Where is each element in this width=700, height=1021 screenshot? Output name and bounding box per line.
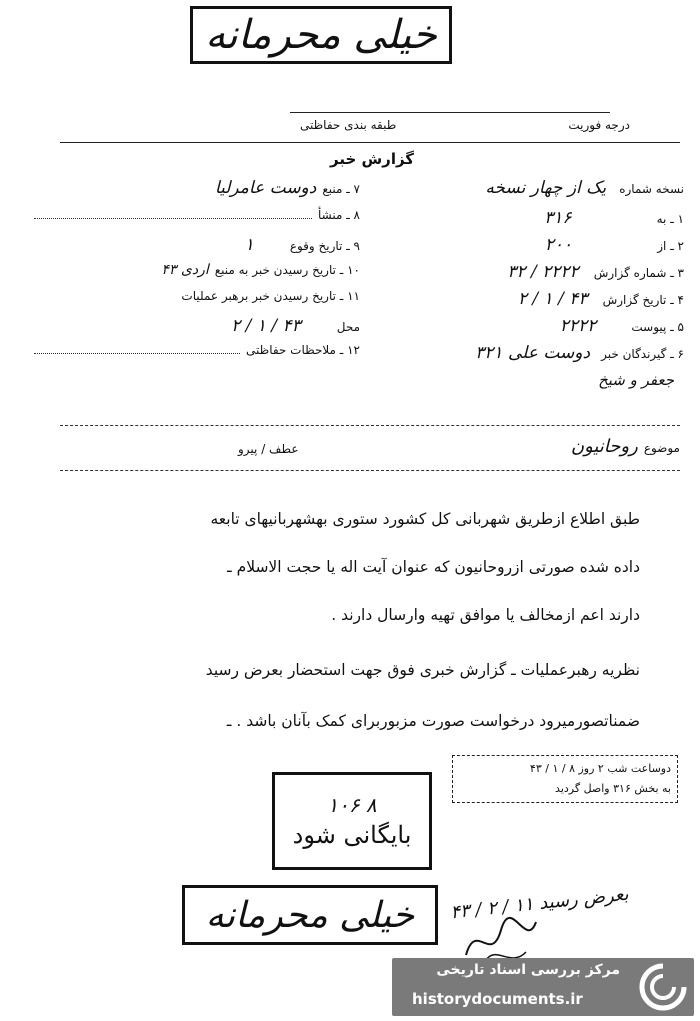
top-stamp-text: خیلی محرمانه [205,12,437,58]
header-rule [290,112,610,113]
watermark-name: مرکز بررسی اسناد تاریخی [436,962,620,978]
receipt-stamp-line2: به بخش ۳۱۶ واصل گردید [555,782,671,795]
archive-logo-icon [638,962,688,1012]
body-line-2: داده شده صورتی ازروحانیون که عنوان آیت اله یا حجت الاسلام ـ [227,558,640,576]
right-row-4: ۴ ـ تاریخ گزارش ۴۳ / ۱ / ۲ [517,289,684,309]
archive-text: بایگانی شود [292,821,412,849]
right-row-2: ۲ ـ از ۲۰۰ [544,235,684,255]
right-row-3: ۳ ـ شماره گزارش ۲۲۲۲ / ۳۲ [507,262,684,282]
receipt-stamp [452,755,678,803]
subject-row [571,436,680,457]
left-row-7: ۷ ـ منبع دوست عامرلیا [214,178,360,198]
right-row-6: ۶ ـ گیرندگان خبر دوست علی ۳۲۱ [475,343,684,363]
receipt-stamp-line1: دوساعت شب ۲ روز ۸ / ۱ / ۴۳ [529,762,671,775]
header-rule-2 [60,142,680,143]
body-line-5: ضمناتصورمیرود درخواست صورت مزبوربرای کمک بآنان باشد . ـ [226,712,640,730]
left-row-10: ۱۰ ـ تاریخ رسیدن خبر به منبع اردی ۴۳ [161,262,360,278]
right-row-5: ۵ ـ پیوست ۲۲۲۲ [559,316,684,336]
archive-number: ۱۰۶ ۸ [327,793,377,817]
body-line-4: نظریه رهبرعملیات ـ گزارش خبری فوق جهت استحضار بعرض رسید [205,661,640,679]
priority-label: درجه فوریت [568,118,630,132]
left-row-11: ۱۱ ـ تاریخ رسیدن خبر برهبر عملیات [181,289,360,303]
form-title: گزارش خبر [330,150,415,168]
left-row-location: محل ۴۳ / ۱ / ۲ [231,316,360,336]
left-row-8: ۸ ـ منشأ [30,208,360,235]
left-row-9: ۹ ـ تاریخ وقوع ۱ [244,235,360,255]
right-row-1: ۱ ـ به ۳۱۶ [544,208,684,228]
left-column [30,178,360,370]
copy-number-value: یک از چهار نسخه [485,178,607,198]
classification-label: طبقه بندی حفاظتی [300,118,397,132]
right-column [384,178,684,394]
section-rule-1 [60,425,680,426]
left-row-12: ۱۲ ـ ملاحظات حفاظتی [30,343,360,370]
subject-value: روحانیون [570,436,638,457]
bottom-stamp-text: خیلی محرمانه [205,894,415,936]
reference-label: عطف / پیرو [238,442,299,456]
watermark-url: historydocuments.ir [412,990,583,1008]
bottom-classification-stamp [182,885,438,945]
handwritten-note: بعرض رسید ۱۱ / ۲ / ۴۳ [449,883,630,924]
body-line-1: طبق اطلاع ازطریق شهربانی کل کشورد ستوری بهشهربانیهای تابعه [210,510,640,528]
body-line-3: دارند اعم ازمخالف یا موافق تهیه وارسال دارند . [331,606,640,624]
right-row-0 [384,178,684,208]
section-rule-2 [60,470,680,471]
archive-stamp [272,772,432,870]
right-row-extra: جعفر و شیخ [598,371,674,389]
copy-number-label: نسخه شماره [619,182,684,196]
subject-label: موضوع [643,441,680,455]
top-classification-stamp [190,6,452,64]
